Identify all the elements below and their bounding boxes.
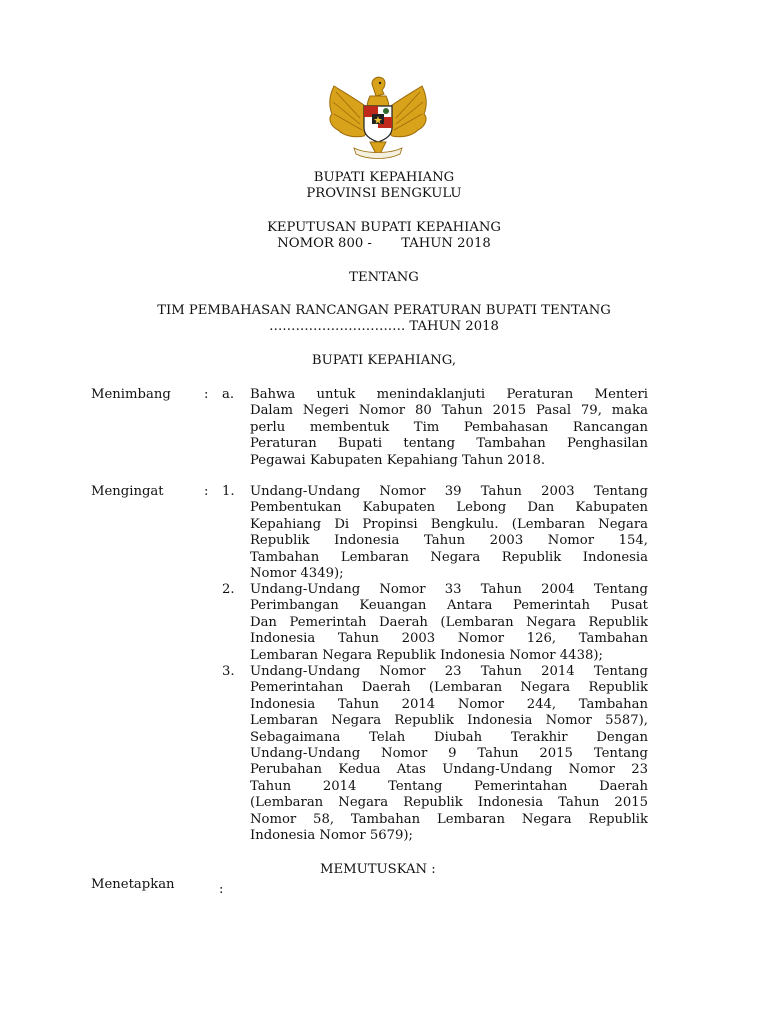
paragraph-line: Pegawai Kabupaten Kepahiang Tahun 2018. — [250, 452, 546, 468]
paragraph-line: Indonesia Tahun 2014 Nomor 244, Tambahan — [250, 696, 648, 712]
paragraph-line: Dalam Negeri Nomor 80 Tahun 2015 Pasal 79, maka — [250, 403, 648, 419]
paragraph-line: Undang-Undang Nomor 9 Tahun 2015 Tentang — [250, 746, 648, 762]
menetapkan-label: Menetapkan — [91, 877, 175, 892]
mengingat-item-3 — [250, 664, 648, 844]
mengingat-label: Mengingat — [91, 484, 164, 499]
menetapkan-colon: : — [219, 882, 224, 897]
opening-line: BUPATI KEPAHIANG, — [311, 353, 457, 368]
paragraph-line: Nomor 4349); — [250, 566, 344, 582]
menimbang-marker: a. — [222, 387, 235, 402]
paragraph-line: (Lembaran Negara Republik Indonesia Tahun 2015 — [250, 795, 648, 811]
about-heading: TENTANG — [349, 270, 419, 285]
paragraph-line: Lembaran Negara Republik Indonesia Nomor 5587), — [250, 713, 648, 729]
paragraph-line: Nomor 58, Tambahan Lembaran Negara Republik — [250, 811, 648, 827]
paragraph-line: Peraturan Bupati tentang Tambahan Penghasilan — [250, 436, 648, 452]
decree-number: NOMOR 800 - TAHUN 2018 — [277, 236, 491, 251]
mengingat-item-1 — [250, 484, 648, 582]
paragraph-line: Perubahan Kedua Atas Undang-Undang Nomor 23 — [250, 762, 648, 778]
paragraph-line: Indonesia Nomor 5679); — [250, 828, 413, 844]
paragraph-line: Pemerintahan Daerah (Lembaran Negara Republik — [250, 680, 648, 696]
menimbang-paragraph — [250, 387, 648, 469]
mengingat-marker-1: 1. — [222, 484, 235, 499]
menimbang-label: Menimbang — [91, 387, 171, 402]
mengingat-item-2 — [250, 582, 648, 664]
paragraph-line: perlu membentuk Tim Pembahasan Rancangan — [250, 419, 648, 435]
province-title: PROVINSI BENGKULU — [306, 186, 462, 201]
regent-title: BUPATI KEPAHIANG — [313, 170, 455, 185]
paragraph-line: Tambahan Lembaran Negara Republik Indonesia — [250, 549, 648, 565]
menimbang-colon: : — [204, 387, 209, 402]
paragraph-line: Tahun 2014 Tentang Pemerintahan Daerah — [250, 778, 648, 794]
garuda-emblem-icon — [320, 74, 436, 162]
paragraph-line: Pembentukan Kabupaten Lebong Dan Kabupaten — [250, 500, 648, 516]
paragraph-line: Undang-Undang Nomor 39 Tahun 2003 Tentang — [250, 484, 648, 499]
paragraph-line: Lembaran Negara Republik Indonesia Nomor 4438); — [250, 647, 603, 663]
paragraph-line: Undang-Undang Nomor 23 Tahun 2014 Tentang — [250, 664, 648, 679]
mengingat-marker-2: 2. — [222, 582, 235, 597]
paragraph-line: Bahwa untuk menindaklanjuti Peraturan Menteri — [250, 387, 648, 402]
subject-line-2: …………………………. TAHUN 2018 — [269, 319, 499, 334]
paragraph-line: Indonesia Tahun 2003 Nomor 126, Tambahan — [250, 631, 648, 647]
paragraph-line: Perimbangan Keuangan Antara Pemerintah Pusat — [250, 598, 648, 614]
paragraph-line: Republik Indonesia Tahun 2003 Nomor 154, — [250, 533, 648, 549]
mengingat-marker-3: 3. — [222, 664, 235, 679]
decree-title: KEPUTUSAN BUPATI KEPAHIANG — [267, 220, 501, 235]
mengingat-colon: : — [204, 484, 209, 499]
subject-line-1: TIM PEMBAHASAN RANCANGAN PERATURAN BUPATI TENTANG — [157, 303, 611, 318]
decision-heading: MEMUTUSKAN : — [320, 862, 436, 877]
paragraph-line: Undang-Undang Nomor 33 Tahun 2004 Tentang — [250, 582, 648, 597]
paragraph-line: Kepahiang Di Propinsi Bengkulu. (Lembaran Negara — [250, 516, 648, 532]
paragraph-line: Dan Pemerintah Daerah (Lembaran Negara Republik — [250, 614, 648, 630]
paragraph-line: Sebagaimana Telah Diubah Terakhir Dengan — [250, 729, 648, 745]
